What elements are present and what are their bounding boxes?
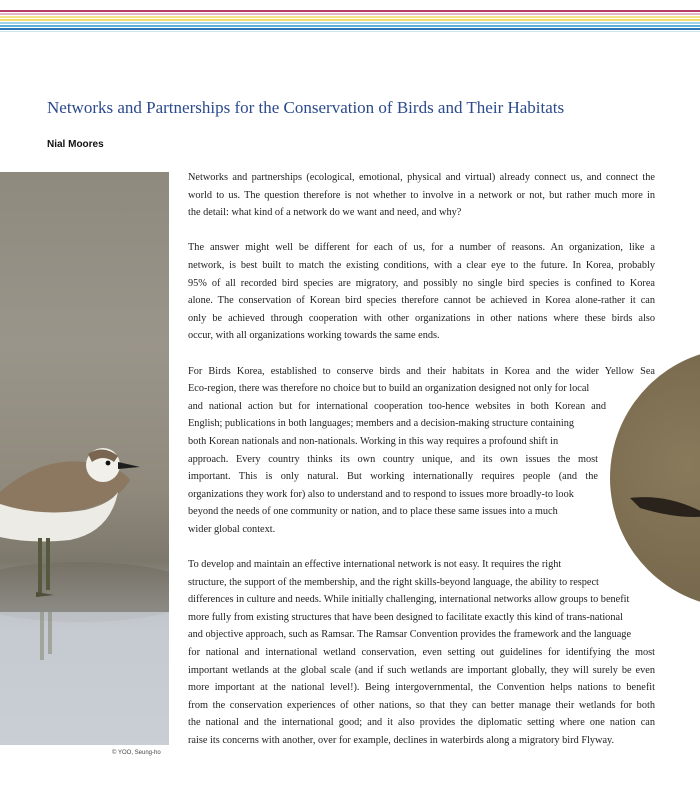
header-stripes xyxy=(0,10,700,34)
text-line: wider global context. xyxy=(188,523,276,535)
body-paragraph xyxy=(188,556,655,750)
text-line: more fully from existing structures that have been designed to facilitate exactly this kind of trans-national xyxy=(188,611,623,623)
header-stripe xyxy=(0,10,700,12)
text-line: 95% of all recorded bird species are migratory, and possibly no single bird species is confined to Korea xyxy=(188,277,655,289)
header-stripe xyxy=(0,25,700,27)
header-stripe xyxy=(0,19,700,21)
header-stripe xyxy=(0,16,700,18)
article-body xyxy=(188,169,655,767)
text-line: raise its concerns with another, over for example, declines in waterbirds along a migratory bird Flyway. xyxy=(188,735,615,746)
text-line: occur, with all organizations working towards the same ends. xyxy=(188,330,440,342)
text-line: the detail: what kind of a network do we want and need, and why? xyxy=(188,207,462,219)
text-line: important wetlands at the global scale (and if such wetlands are important globally, they will surely be even xyxy=(188,664,655,676)
text-line: organizations they work for) also to understand and to respond to issues more broadly-to look xyxy=(188,488,574,500)
article-author: Nial Moores xyxy=(47,139,104,150)
text-line: and objective approach, such as Ramsar. The Ramsar Convention provides the framework and the language xyxy=(188,629,632,641)
text-line: English; publications in both languages; members and a decision-making structure containing xyxy=(188,418,575,430)
text-line: To develop and maintain an effective international network is not easy. It requires the right xyxy=(188,559,562,571)
article-title: Networks and Partnerships for the Conservation of Birds and Their Habitats xyxy=(47,98,565,117)
text-line: important. This is only natural. But working internationally requires people (and the xyxy=(188,471,598,483)
text-line: network, is best built to match the existing conditions, with a clear eye to the future. In Korea, probably xyxy=(188,259,655,271)
text-line: approach. Every country thinks its own country unique, and its own issues the most xyxy=(188,453,598,465)
text-line: Networks and partnerships (ecological, emotional, physical and virtual) already connect us, and connect the xyxy=(188,172,655,183)
text-line: alone. The conservation of Korean bird species therefore cannot be achieved in Korea alone-rather it can xyxy=(188,295,655,307)
text-line: and national action but for international cooperation too-hence websites in both Korean and xyxy=(188,400,606,412)
text-line: world to us. The question therefore is not whether to involve in a network or not, but rather much more in xyxy=(188,189,655,201)
header-stripe xyxy=(0,22,700,24)
plover-photo xyxy=(0,172,169,745)
text-line: both Korean nationals and non-nationals. Working in this way requires a profound shift in xyxy=(188,435,559,447)
body-paragraph xyxy=(188,169,655,222)
text-line: only be achieved through cooperation with other organizations in other nations where these birds also xyxy=(188,312,655,324)
header-stripe xyxy=(0,31,700,33)
text-line: structure, the support of the membership, and the right skills-beyond language, the ability to respect xyxy=(188,576,599,588)
text-line: from the conservation experiences of other nations, so that they can better manage their wetlands for both xyxy=(188,699,655,711)
text-line: the national and the international good; and it also provides the diplomatic setting where one nation can xyxy=(188,717,655,729)
text-line: differences in culture and needs. While initially challenging, international networks allow groups to benefit xyxy=(188,594,630,606)
header-stripe xyxy=(0,28,700,30)
text-line: For Birds Korea, established to conserve birds and their habitats in Korea and the wider Yellow Sea xyxy=(188,365,655,377)
photo-credit: © YOO, Seung-ho xyxy=(112,750,161,756)
body-paragraph xyxy=(188,239,655,345)
body-paragraph xyxy=(188,363,655,539)
header-stripe xyxy=(0,13,700,15)
text-line: beyond the needs of one community or nation, and to place these same issues into a much xyxy=(188,506,558,518)
text-line: more important at the national level!). Being intergovernmental, the Convention helps nations to benefit xyxy=(188,682,655,694)
plover-bird-illustration xyxy=(0,172,169,745)
text-line: Eco-region, there was therefore no choice but to build an organization designed not only for local xyxy=(188,383,590,395)
text-line: for national and international wetland conservation, even setting out guidelines for identifying the most xyxy=(188,647,655,659)
text-line: The answer might well be different for each of us, for a number of reasons. An organization, like a xyxy=(188,242,655,254)
